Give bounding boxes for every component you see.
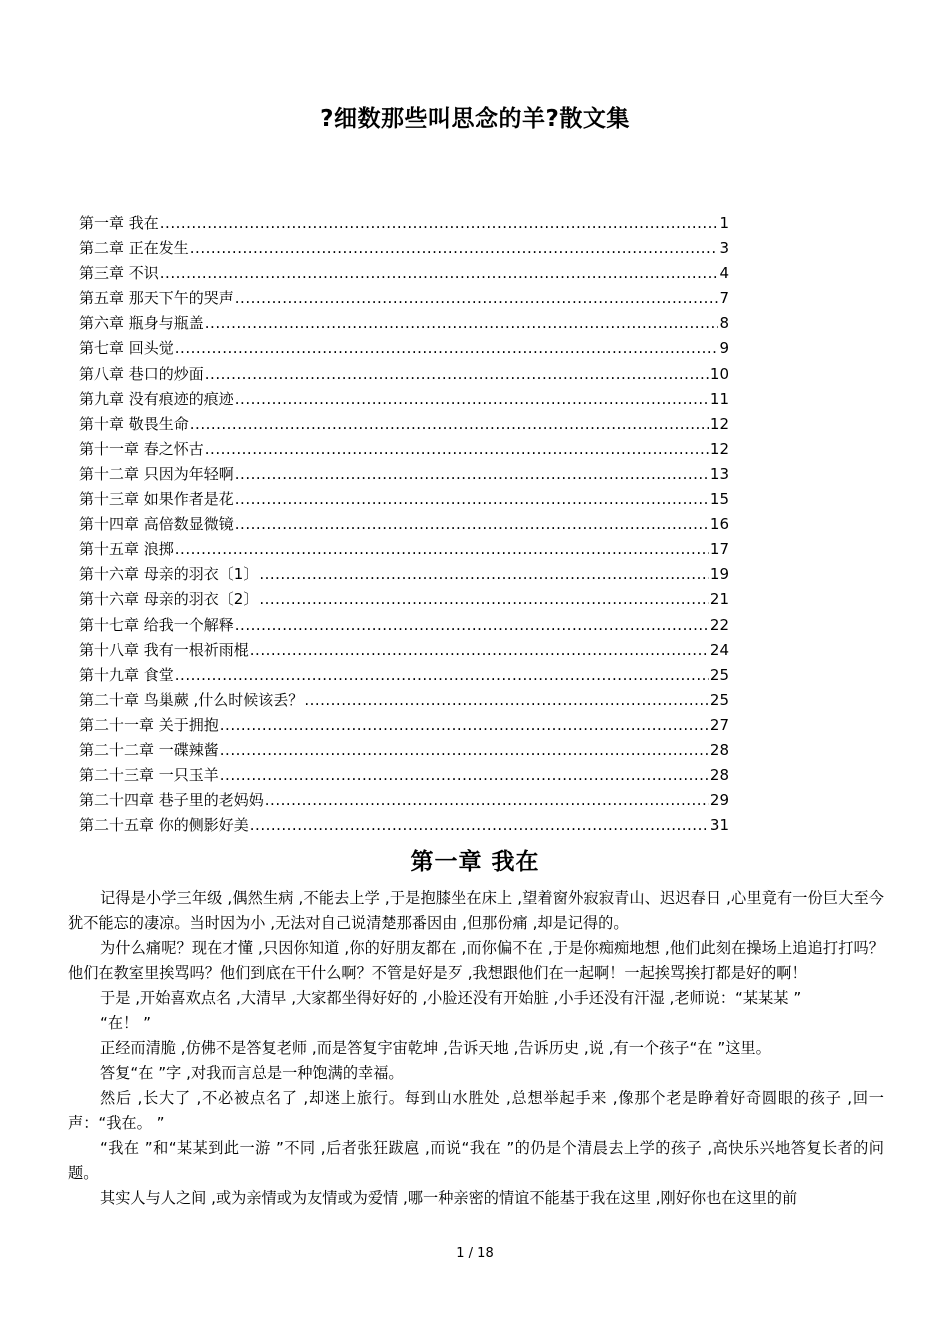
- toc-entry-label: 第一章 我在: [79, 214, 159, 232]
- toc-entry-label: 第六章 瓶身与瓶盖: [79, 314, 204, 333]
- body-paragraph: 答复“在 ”字 ,对我而言总是一种饱满的幸福。: [100, 1064, 404, 1082]
- toc-entry-label: 第十五章 浪掷: [79, 540, 174, 559]
- toc-entry[interactable]: [79, 537, 729, 562]
- toc-entry-label: 第二章 正在发生: [79, 239, 189, 258]
- toc-dot-leader: [235, 462, 709, 487]
- body-paragraph: 然后 ,长大了 ,不必被点名了 ,却迷上旅行。每到山水胜处 ,总想举起手来 ,像那个老是睁着好奇圆眼的孩子 ,回一声：“我在。 ”: [68, 1089, 884, 1132]
- toc-entry-label: 第二十三章 一只玉羊: [79, 766, 219, 785]
- toc-entry[interactable]: [79, 437, 729, 462]
- toc-dot-leader: [175, 537, 709, 562]
- toc-entry-page-number: 4: [719, 264, 729, 283]
- toc-entry-label: 第十六章 母亲的羽衣〔2〕: [79, 590, 259, 609]
- chapter-title: 第一章 我在: [410, 849, 540, 875]
- toc-dot-leader: [160, 211, 719, 236]
- toc-entry[interactable]: [79, 663, 729, 688]
- body-paragraph: 正经而清脆 ,仿佛不是答复老师 ,而是答复宇宙乾坤 ,告诉天地 ,告诉历史 ,说 ,有一个孩子“在 ”这里。: [100, 1039, 771, 1057]
- toc-entry-label: 第二十章 鸟巢蕨 ,什么时候该丢？: [79, 690, 304, 709]
- page-indicator: 1 / 18: [456, 1246, 494, 1261]
- toc-entry[interactable]: [79, 487, 729, 512]
- toc-entry[interactable]: [79, 562, 729, 587]
- toc-entry[interactable]: [79, 387, 729, 412]
- toc-dot-leader: [235, 286, 719, 311]
- toc-entry[interactable]: [79, 813, 729, 838]
- toc-entry-page-number: 3: [719, 239, 729, 258]
- toc-dot-leader: [220, 738, 709, 763]
- toc-entry-page-number: 25: [709, 665, 729, 684]
- toc-entry-page-number: 15: [709, 490, 729, 509]
- toc-entry-label: 第十章 敬畏生命: [79, 414, 189, 433]
- toc-entry[interactable]: [79, 286, 729, 311]
- toc-entry-label: 第二十五章 你的侧影好美: [79, 816, 249, 835]
- toc-entry[interactable]: [79, 311, 729, 336]
- toc-entry-label: 第十二章 只因为年轻啊: [79, 464, 234, 483]
- toc-entry-label: 第三章 不识: [79, 264, 159, 283]
- toc-entry-label: 第五章 那天下午的哭声: [79, 289, 234, 308]
- toc-entry[interactable]: [79, 788, 729, 813]
- toc-entry[interactable]: [79, 412, 729, 437]
- toc-dot-leader: [250, 813, 709, 838]
- toc-entry-page-number: 27: [709, 715, 729, 734]
- toc-entry[interactable]: [79, 763, 729, 788]
- toc-entry[interactable]: [79, 638, 729, 663]
- body-paragraph: 记得是小学三年级 ,偶然生病 ,不能去上学 ,于是抱膝坐在床上 ,望着窗外寂寂青山、迟迟春日 ,心里竟有一份巨大至今犹不能忘的凄凉。当时因为小 ,无法对自己说清楚那番因由 ,但那份痛 ,却是记得的。: [68, 889, 884, 932]
- toc-entry[interactable]: [79, 587, 729, 612]
- toc-dot-leader: [235, 487, 709, 512]
- toc-dot-leader: [160, 261, 719, 286]
- toc-dot-leader: [175, 336, 719, 361]
- toc-entry-label: 第二十四章 巷子里的老妈妈: [79, 791, 264, 810]
- toc-dot-leader: [220, 713, 709, 738]
- toc-entry-page-number: 9: [719, 339, 729, 358]
- toc-entry[interactable]: [79, 211, 729, 236]
- body-paragraph: “我在 ”和“某某到此一游 ”不同 ,后者张狂跋扈 ,而说“我在 ”的仍是个清晨去上学的孩子 ,高快乐兴地答复长者的问题。: [68, 1139, 884, 1182]
- toc-entry-page-number: 28: [709, 740, 729, 759]
- toc-entry-page-number: 10: [709, 364, 729, 383]
- toc-entry-label: 第八章 巷口的炒面: [79, 364, 204, 383]
- body-paragraph: 为什么痛呢？现在才懂 ,只因你知道 ,你的好朋友都在 ,而你偏不在 ,于是你痴痴地想 ,他们此刻在操场上追追打打吗？他们在教室里挨骂吗？他们到底在干什么啊？不管是好是歹 ,我想跟他们在一起啊！一起挨骂挨打都是好的啊！: [68, 939, 884, 982]
- toc-dot-leader: [235, 512, 709, 537]
- toc-entry-page-number: 17: [709, 540, 729, 559]
- table-of-contents: [79, 211, 729, 838]
- toc-entry-label: 第二十二章 一碟辣酱: [79, 740, 219, 759]
- body-paragraph: “在！ ”: [100, 1014, 151, 1032]
- toc-entry-label: 第十八章 我有一根祈雨棍: [79, 640, 249, 659]
- toc-entry-page-number: 29: [709, 791, 729, 810]
- toc-dot-leader: [220, 763, 709, 788]
- document-title: ?细数那些叫思念的羊?散文集: [320, 106, 630, 132]
- toc-entry-page-number: 28: [709, 766, 729, 785]
- toc-entry-label: 第十四章 高倍数显微镜: [79, 515, 234, 534]
- body-paragraph: 于是 ,开始喜欢点名 ,大清早 ,大家都坐得好好的 ,小脸还没有开始脏 ,小手还没有汗湿 ,老师说：“某某某 ”: [100, 989, 802, 1007]
- toc-entry-page-number: 11: [709, 389, 729, 408]
- toc-entry-label: 第二十一章 关于拥抱: [79, 715, 219, 734]
- toc-entry[interactable]: [79, 336, 729, 361]
- toc-entry[interactable]: [79, 462, 729, 487]
- toc-entry[interactable]: [79, 512, 729, 537]
- toc-entry-page-number: 12: [709, 414, 729, 433]
- toc-entry-label: 第七章 回头觉: [79, 339, 174, 358]
- toc-entry[interactable]: [79, 738, 729, 763]
- toc-entry-page-number: 19: [709, 565, 729, 584]
- toc-entry-label: 第十三章 如果作者是花: [79, 490, 234, 509]
- toc-entry-label: 第九章 没有痕迹的痕迹: [79, 389, 234, 408]
- toc-dot-leader: [259, 562, 709, 587]
- toc-dot-leader: [205, 437, 709, 462]
- toc-entry-page-number: 16: [709, 515, 729, 534]
- toc-entry-page-number: 24: [709, 640, 729, 659]
- toc-dot-leader: [250, 638, 709, 663]
- toc-entry-page-number: 12: [709, 439, 729, 458]
- toc-entry-page-number: 1: [719, 214, 729, 232]
- toc-entry[interactable]: [79, 713, 729, 738]
- toc-dot-leader: [304, 688, 709, 713]
- toc-entry-label: 第十六章 母亲的羽衣〔1〕: [79, 565, 259, 584]
- toc-entry[interactable]: [79, 362, 729, 387]
- toc-entry-label: 第十一章 春之怀古: [79, 439, 204, 458]
- toc-entry-page-number: 22: [709, 615, 729, 634]
- toc-entry-page-number: 7: [719, 289, 729, 308]
- toc-dot-leader: [175, 663, 709, 688]
- toc-dot-leader: [205, 311, 719, 336]
- body-paragraph: 其实人与人之间 ,或为亲情或为友情或为爱情 ,哪一种亲密的情谊不能基于我在这里 ,刚好你也在这里的前: [100, 1189, 798, 1207]
- toc-entry[interactable]: [79, 688, 729, 713]
- toc-dot-leader: [265, 788, 709, 813]
- toc-entry-page-number: 31: [709, 816, 729, 835]
- toc-entry[interactable]: [79, 613, 729, 638]
- toc-entry-page-number: 25: [709, 690, 729, 709]
- toc-entry[interactable]: [79, 236, 729, 261]
- toc-dot-leader: [235, 387, 709, 412]
- toc-entry-page-number: 8: [719, 314, 729, 333]
- toc-dot-leader: [190, 236, 719, 261]
- toc-dot-leader: [190, 412, 709, 437]
- toc-dot-leader: [235, 613, 709, 638]
- toc-entry-label: 第十七章 给我一个解释: [79, 615, 234, 634]
- chapter-body: [68, 886, 884, 1211]
- toc-entry-page-number: 13: [709, 464, 729, 483]
- toc-entry-label: 第十九章 食堂: [79, 665, 174, 684]
- toc-entry-page-number: 21: [709, 590, 729, 609]
- toc-dot-leader: [205, 362, 709, 387]
- toc-entry[interactable]: [79, 261, 729, 286]
- toc-dot-leader: [259, 587, 709, 612]
